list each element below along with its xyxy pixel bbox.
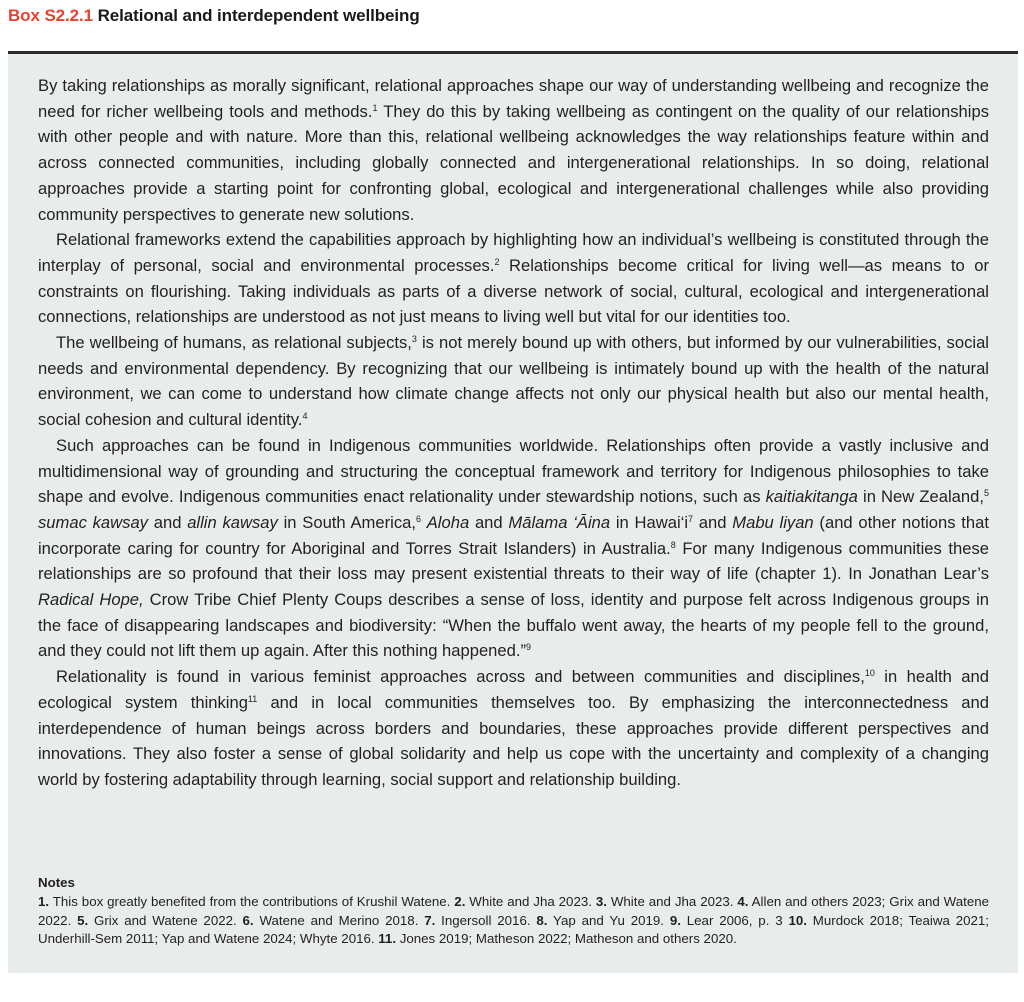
note-number: 6. xyxy=(242,912,254,928)
text-run: By taking relationships as morally significant, relational approaches shape our way of understanding wellbeing and recognize the need for richer wellbeing tools and methods. xyxy=(38,76,989,121)
box-label: Box S2.2.1 xyxy=(8,6,93,25)
text-run: and xyxy=(693,512,733,532)
text-run: in South America, xyxy=(277,512,416,532)
note-number: 10. xyxy=(788,912,807,928)
text-run: Crow Tribe Chief Plenty Coups describes a sense of loss, identity and purpose felt across Indigenous groups in the face of disappearing landscapes and biodiversity: “When the buffalo went away, the hearts of my people fell to the ground, and they could not lift them up again. After this nothing happened.” xyxy=(38,590,989,661)
text-run: in Hawai‘i xyxy=(610,512,689,532)
footnote-ref: 5 xyxy=(983,488,989,499)
italic-term: Mālama ‘Āina xyxy=(508,512,611,532)
footnote-ref: 3 xyxy=(411,334,417,345)
note-number: 7. xyxy=(424,912,436,928)
note-number: 2. xyxy=(454,893,466,909)
text-run: For many Indigenous communities these relationships are so profound that their loss may present existential threats to their way of life (chapter 1). In Jonathan Lear’s xyxy=(38,538,989,584)
text-run: and xyxy=(469,512,509,532)
notes-list xyxy=(38,893,989,949)
paragraph xyxy=(38,330,989,433)
box-heading: Relational and interdependent wellbeing xyxy=(97,6,420,25)
text-run: They do this by taking wellbeing as contingent on the quality of our relationships with other people and with nature. More than this, relational wellbeing acknowledges the way relationships feature within and across connected communities, including globally connected and intergenerational relationships. In so doing, relational approaches provide a starting point for confronting global, ecological and intergenerational challenges while also providing community perspectives to generate new solutions. xyxy=(38,101,989,224)
note-text: Murdock 2018; Teaiwa 2021; Underhill-Sem 2011; Yap and Watene 2024; Whyte 2016. xyxy=(38,912,989,947)
footnote-ref: 1 xyxy=(372,102,378,113)
note-text: Watene and Merino 2018. xyxy=(253,912,425,928)
note-number: 3. xyxy=(595,893,607,909)
text-run: Relational frameworks extend the capabilities approach by highlighting how an individual’s wellbeing is constituted through the interplay of personal, social and environmental processes. xyxy=(38,230,989,275)
paragraph xyxy=(38,73,989,227)
note-number: 8. xyxy=(536,912,548,928)
note-number: 1. xyxy=(38,893,50,909)
footnote-ref: 11 xyxy=(247,693,258,704)
paragraph xyxy=(38,664,989,793)
text-run: in health and ecological system thinking xyxy=(38,667,989,712)
italic-term: allin kawsay xyxy=(187,512,278,532)
text-run: and in local communities themselves too. By emphasizing the interconnectedness and interdependence of human beings across borders and boundaries, these approaches provide different perspectives and innovations. They also foster a sense of global solidarity and help us cope with the uncertainty and complexity of a changing world by fostering adaptability through learning, social support and relationship building. xyxy=(38,692,989,789)
note-text: White and Jha 2023. xyxy=(606,893,738,909)
footnote-ref: 4 xyxy=(302,411,308,422)
footnote-ref: 10 xyxy=(864,668,875,679)
note-text: Lear 2006, p. 3 xyxy=(680,912,789,928)
italic-term: Aloha xyxy=(426,512,470,532)
box-body xyxy=(38,73,989,793)
note-text: White and Jha 2023. xyxy=(465,893,596,909)
text-run: and xyxy=(147,512,188,532)
italic-term: Radical Hope, xyxy=(38,590,144,610)
note-number: 4. xyxy=(737,893,749,909)
box-title xyxy=(8,6,420,26)
italic-term: kaitiakitanga xyxy=(765,487,858,507)
text-run: (and other notions that incorporate caring for country for Aboriginal and Torres Strait Islanders) in Australia. xyxy=(38,512,989,558)
text-run: The wellbeing of humans, as relational subjects, xyxy=(56,333,412,353)
footnote-ref: 8 xyxy=(670,539,676,550)
text-run: Such approaches can be found in Indigenous communities worldwide. Relationships often provide a vastly inclusive and multidimensional way of grounding and structuring the conceptual framework and territory for Indigenous philosophies to take shape and evolve. Indigenous communities enact relationality under stewardship notions, such as xyxy=(38,435,989,507)
footnote-ref: 6 xyxy=(415,513,421,524)
text-run: Relationality is found in various feminist approaches across and between communities and disciplines, xyxy=(56,667,865,687)
note-text: Ingersoll 2016. xyxy=(435,912,537,928)
note-text: Jones 2019; Matheson 2022; Matheson and others 2020. xyxy=(396,931,737,947)
note-number: 5. xyxy=(77,912,89,928)
italic-term: sumac kawsay xyxy=(38,512,148,532)
footnote-ref: 9 xyxy=(526,642,532,653)
note-text: Yap and Yu 2019. xyxy=(547,912,670,928)
text-run: is not merely bound up with others, but informed by our vulnerabilities, social needs and environmental dependency. By recognizing that our wellbeing is intimately bound up with the health of the natural environment, we can come to understand how climate change affects not only our physical health but also our mental health, social cohesion and cultural identity. xyxy=(38,333,989,430)
paragraph xyxy=(38,433,989,664)
notes-section xyxy=(38,874,989,949)
note-number: 11. xyxy=(378,931,397,947)
italic-term: Mabu liyan xyxy=(732,512,814,532)
note-text: Grix and Watene 2022. xyxy=(88,912,243,928)
footnote-ref: 2 xyxy=(494,256,500,267)
note-number: 9. xyxy=(669,912,681,928)
note-text: Allen and others 2023; Grix and Watene 2022. xyxy=(38,893,990,928)
notes-title: Notes xyxy=(38,875,75,890)
text-run: Relationships become critical for living well—as means to or constraints on flourishing. Taking individuals as parts of a diverse network of social, cultural, ecological and intergenerational connections, relationships are understood as not just means to living well but vital for our identities too. xyxy=(38,255,989,327)
footnote-ref: 7 xyxy=(688,513,694,524)
note-text: This box greatly benefited from the contributions of Krushil Watene. xyxy=(49,893,455,909)
text-run: in New Zealand, xyxy=(857,487,984,507)
paragraph xyxy=(38,227,989,330)
